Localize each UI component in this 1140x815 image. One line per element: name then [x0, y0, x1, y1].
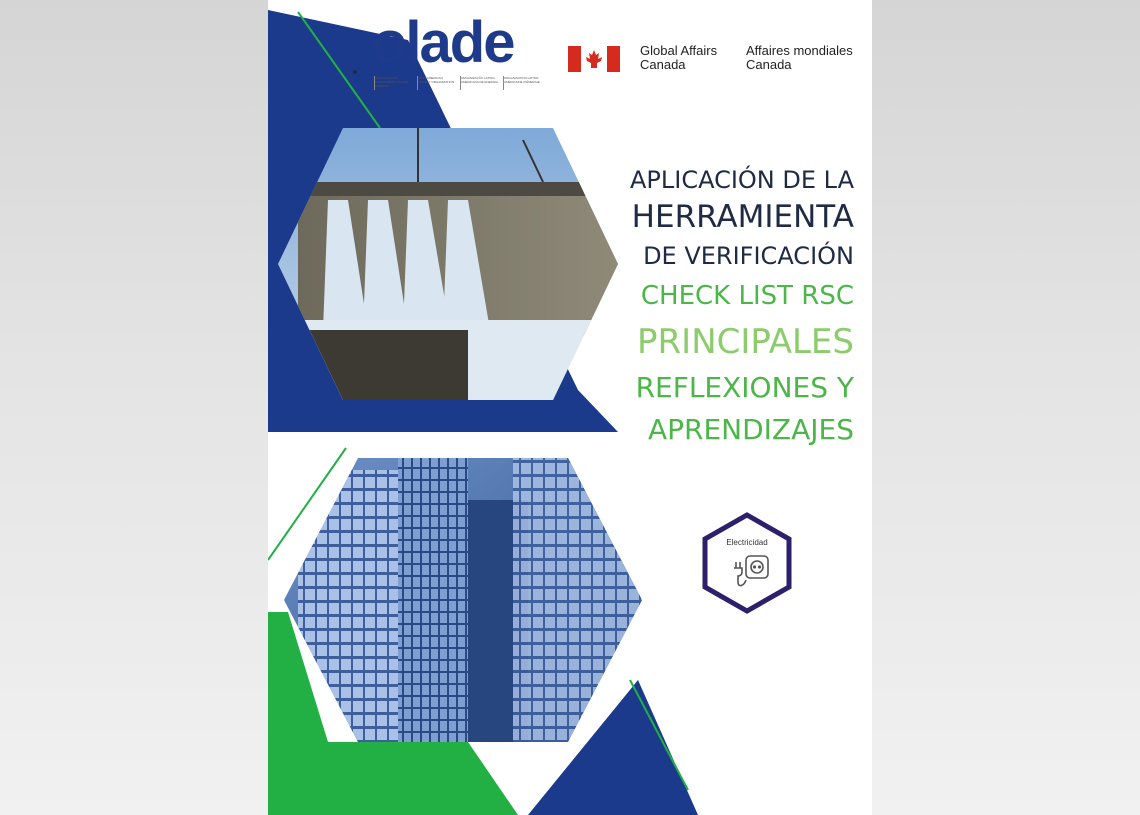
badge-label: Electricidad — [726, 538, 768, 547]
olade-subtext-pt: ORGANIZAÇÃO LATINO-AMERICANA DE ENERGIA — [460, 76, 499, 90]
canada-flag-icon — [568, 46, 620, 72]
title-line-6: REFLEXIONES Y — [635, 371, 854, 404]
olade-logo-subtext — [374, 76, 542, 90]
olade-subtext-en: LATIN AMERICAN ENERGY ORGANIZATION — [417, 76, 456, 90]
title-line-7: APRENDIZAJES — [647, 413, 854, 446]
title-line-2: HERRAMIENTA — [631, 199, 854, 235]
partner-fr-line1: Affaires mondiales — [746, 43, 853, 58]
affaires-mondiales-canada-fr — [746, 44, 853, 72]
title-line-5: PRINCIPALES — [637, 322, 854, 362]
title-line-4: CHECK LIST RSC — [640, 281, 854, 311]
olade-subtext-es: ORGANIZACIÓN LATINOAMERICANA DE ENERGÍA — [374, 76, 413, 90]
partner-fr-line2: Canada — [746, 57, 792, 72]
partner-en-line1: Global Affairs — [640, 43, 718, 58]
global-affairs-canada-en — [640, 44, 717, 72]
skyscrapers-photo — [268, 458, 648, 742]
electricidad-badge — [700, 512, 794, 614]
partner-en-line2: Canada — [640, 57, 686, 72]
cover-artwork — [268, 0, 872, 815]
olade-subtext-fr: ORGANISATION LATINO-AMÉRICAINE D'ÉNERGIE — [503, 76, 542, 90]
document-cover — [268, 0, 872, 815]
title-line-3: DE VERIFICACIÓN — [643, 242, 854, 270]
title-line-1: APLICACIÓN DE LA — [629, 166, 854, 194]
olade-logo: olade — [372, 10, 514, 75]
